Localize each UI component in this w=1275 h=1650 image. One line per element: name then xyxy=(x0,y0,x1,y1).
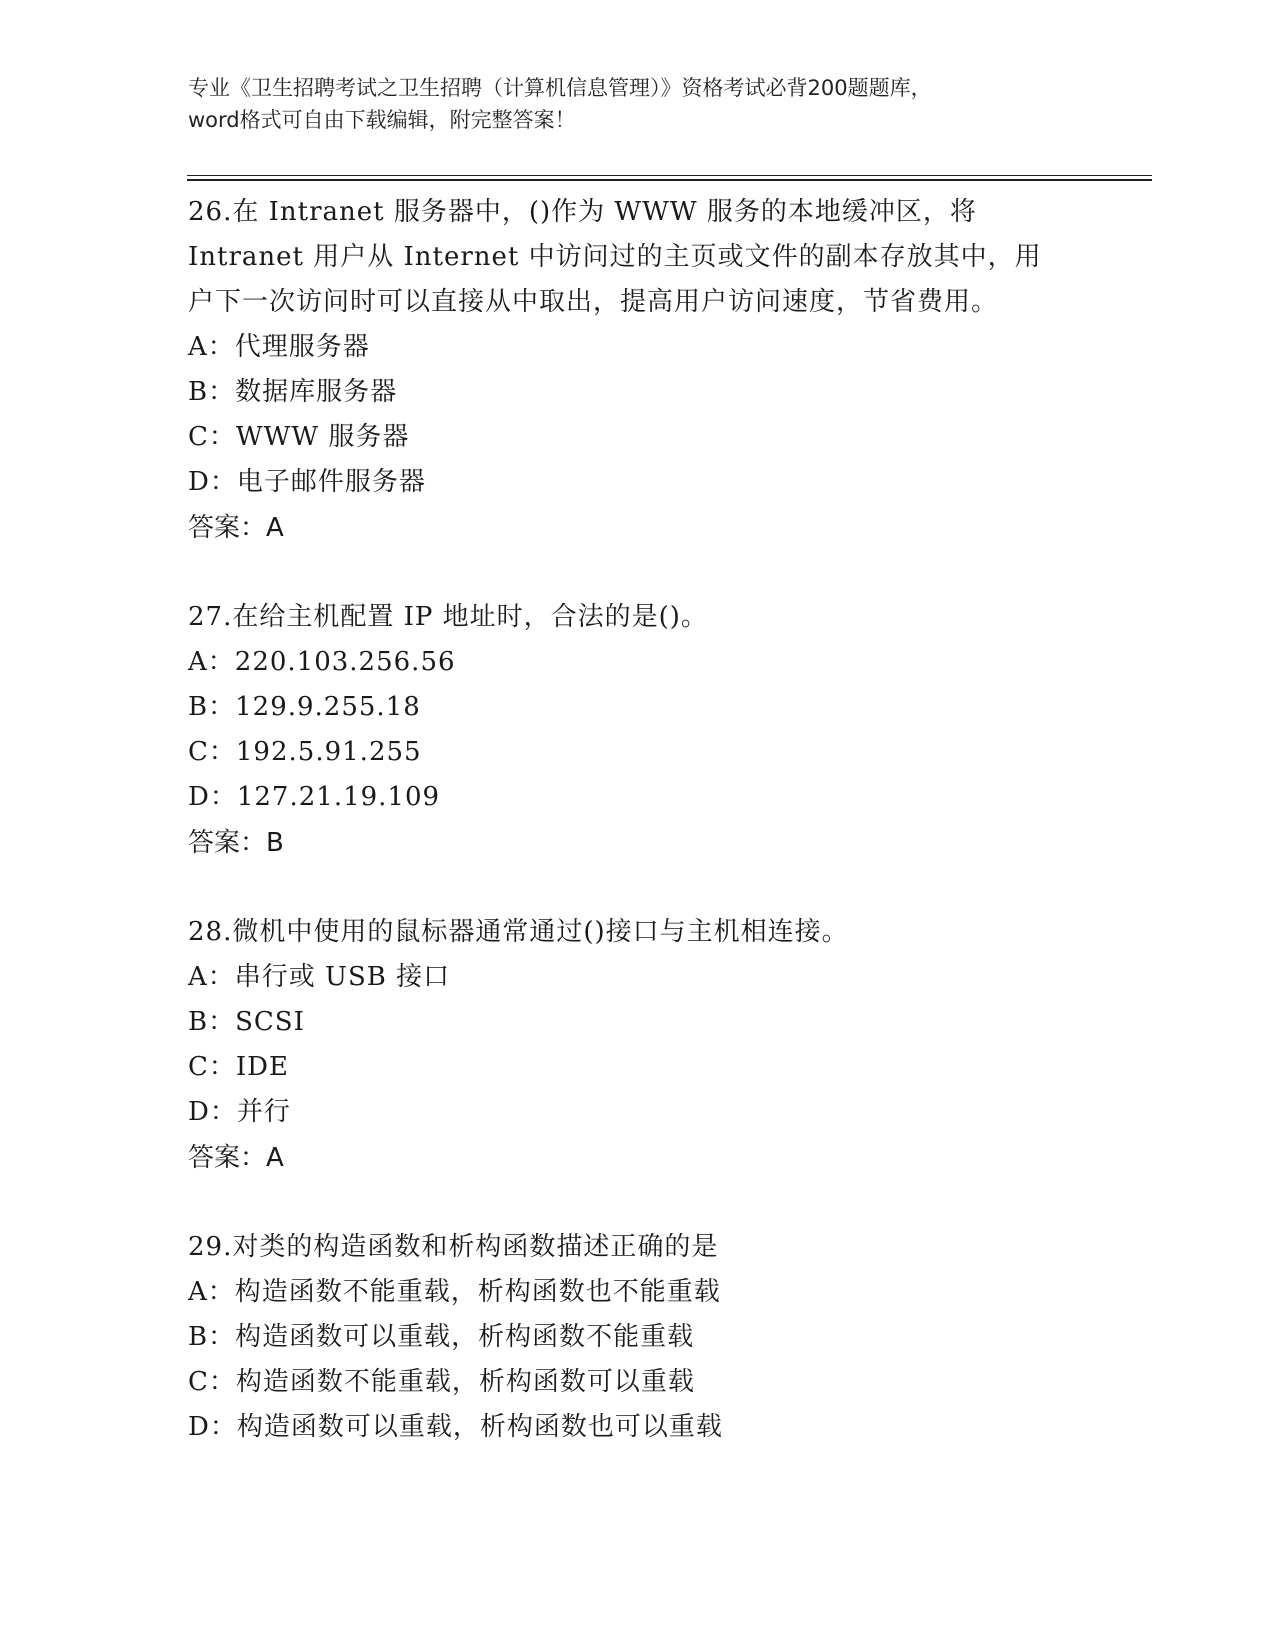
option-a: A：代理服务器 xyxy=(188,332,370,362)
option-c: C：IDE xyxy=(188,1052,289,1082)
option-a: A：构造函数不能重载，析构函数也不能重载 xyxy=(188,1277,721,1307)
header-line-2: word格式可自由下载编辑，附完整答案！ xyxy=(188,108,576,132)
question-list xyxy=(188,190,1088,1450)
rule-thick xyxy=(187,179,1152,181)
question-28 xyxy=(188,910,1088,1181)
question-27 xyxy=(188,595,1088,866)
answer-label: 答案：A xyxy=(188,513,284,543)
option-b: B：SCSI xyxy=(188,1007,305,1037)
question-text-line: 28.微机中使用的鼠标器通常通过()接口与主机相连接。 xyxy=(188,917,849,947)
question-text-line: 户下一次访问时可以直接从中取出，提高用户访问速度，节省费用。 xyxy=(188,287,999,317)
question-spacer xyxy=(188,551,1088,595)
answer-label: 答案：A xyxy=(188,1143,284,1173)
option-d: D：电子邮件服务器 xyxy=(188,467,426,497)
option-c: C：WWW 服务器 xyxy=(188,422,410,452)
question-text-line: 26.在 Intranet 服务器中，()作为 WWW 服务的本地缓冲区，将 xyxy=(188,197,977,227)
rule-thin xyxy=(187,175,1152,176)
question-text-line: 29.对类的构造函数和析构函数描述正确的是 xyxy=(188,1232,719,1262)
question-spacer xyxy=(188,1181,1088,1225)
header-line-1: 专业《卫生招聘考试之卫生招聘（计算机信息管理）》资格考试必背200题题库， xyxy=(188,76,932,100)
question-26 xyxy=(188,190,1088,551)
document-header xyxy=(188,72,1088,136)
question-text-line: Intranet 用户从 Internet 中访问过的主页或文件的副本存放其中，用 xyxy=(188,242,1042,272)
option-d: D：构造函数可以重载，析构函数也可以重载 xyxy=(188,1412,723,1442)
option-d: D：127.21.19.109 xyxy=(188,782,441,812)
option-c: C：构造函数不能重载，析构函数可以重载 xyxy=(188,1367,695,1397)
question-29 xyxy=(188,1225,1088,1450)
answer-label: 答案：B xyxy=(188,828,284,858)
option-b: B：129.9.255.18 xyxy=(188,692,421,722)
option-a: A：220.103.256.56 xyxy=(188,647,456,677)
header-double-rule xyxy=(187,175,1152,181)
option-d: D：并行 xyxy=(188,1097,291,1127)
option-c: C：192.5.91.255 xyxy=(188,737,422,767)
option-b: B：构造函数可以重载，析构函数不能重载 xyxy=(188,1322,695,1352)
option-a: A：串行或 USB 接口 xyxy=(188,962,451,992)
option-b: B：数据库服务器 xyxy=(188,377,398,407)
question-text-line: 27.在给主机配置 IP 地址时，合法的是()。 xyxy=(188,602,708,632)
question-spacer xyxy=(188,866,1088,910)
